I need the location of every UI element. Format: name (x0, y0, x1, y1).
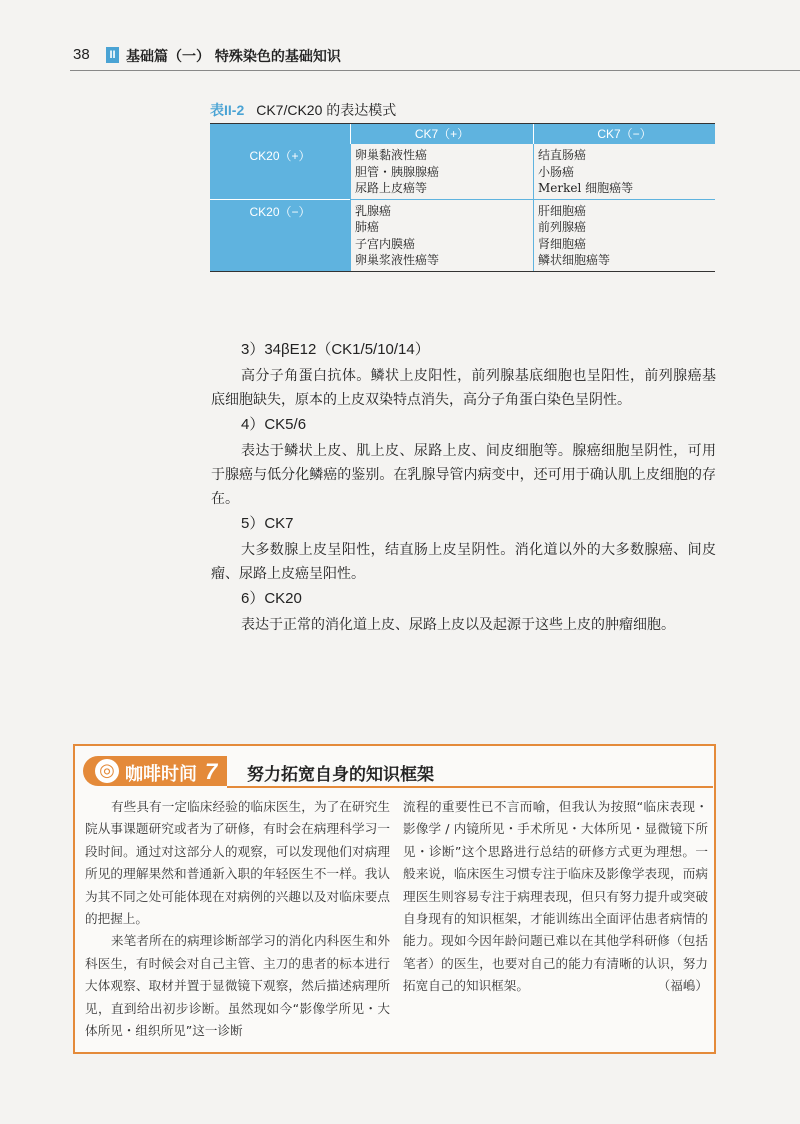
table-corner (210, 124, 351, 145)
col-header-ck7-pos: CK7（+） (351, 124, 534, 145)
coffee-column-left (85, 796, 390, 1042)
coffee-paragraph: 有些具有一定临床经验的临床医生，为了在研究生院从事课题研究或者为了研修，有时会在病理科学习一段时间。通过对这部分人的观察，可以发现他们对病理所见的理解果然和普通新入职的年轻医生不一样。我认为其不同之处可能体现在对病例的兴趣以及对临床要点的把握上。 (85, 799, 390, 927)
section-text-34be12: 高分子角蛋白抗体。鳞状上皮阳性，前列腺基底细胞也呈阳性，前列腺癌基底细胞缺失，原本的上皮双染特点消失，高分子角蛋白染色呈阴性。 (211, 368, 716, 408)
coffee-title: 努力拓宽自身的知识框架 (247, 765, 434, 785)
body-text (211, 340, 716, 640)
author-signature: （福嶋） (657, 978, 708, 994)
cell-line: 前列腺癌 (538, 220, 587, 234)
section-mark: II (106, 47, 119, 63)
cell-line: 肝细胞癌 (538, 203, 587, 218)
table-number: 表II-2 (210, 102, 245, 118)
coffee-swirl-icon: ◎ (95, 759, 119, 783)
running-title: 基础篇（一） 特殊染色的基础知识 (126, 49, 341, 65)
coffee-label: 咖啡时间 (125, 764, 197, 785)
col-header-ck7-neg: CK7（−） (534, 124, 716, 145)
section-text-ck20: 表达于正常的消化道上皮、尿路上皮以及起源于这些上皮的肿瘤细胞。 (241, 617, 675, 633)
cell-line: 肾细胞癌 (538, 236, 587, 251)
page-number: 38 (73, 46, 90, 63)
table-cell (351, 144, 534, 199)
cell-line: 子宫内膜癌 (355, 236, 416, 251)
coffee-paragraph: 来笔者所在的病理诊断部学习的消化内科医生和外科医生，有时候会对自己主管、主刀的患者的标本进行大体观察、取材并置于显微镜下观察，然后描述病理所见，直到给出初步诊断。虽然现如今“影像学所见・大体所见・组织所见”这一诊断 (85, 933, 390, 1039)
coffee-badge (83, 756, 227, 786)
table-cell (351, 199, 534, 271)
cell-line: 乳腺癌 (355, 203, 392, 218)
page-header (0, 40, 800, 70)
cell-line: 卵巢黏液性癌 (355, 148, 428, 162)
coffee-paragraph (403, 796, 708, 998)
cell-line: 小肠癌 (538, 164, 575, 179)
table-title: CK7/CK20 的表达模式 (256, 102, 397, 118)
cell-line: 鳞状细胞癌等 (538, 253, 611, 267)
coffee-time-box (73, 744, 716, 1054)
cell-line: 卵巢浆液性癌等 (355, 253, 440, 267)
section-heading-ck20: 6）CK20 (241, 590, 302, 607)
cell-line: Merkel 细胞癌等 (538, 181, 634, 195)
section-heading-34be12: 3）34βE12（CK1/5/10/14） (241, 341, 430, 358)
cell-line: 尿路上皮癌等 (355, 181, 428, 195)
section-text-ck56: 表达于鳞状上皮、肌上皮、尿路上皮、间皮细胞等。腺癌细胞呈阴性，可用于腺癌与低分化鳞癌的鉴别。在乳腺导管内病变中，还可用于确认肌上皮细胞的存在。 (211, 443, 716, 507)
header-divider (70, 70, 800, 71)
cell-line: 胆管・胰腺腺癌 (355, 164, 440, 179)
expression-table (210, 123, 715, 272)
coffee-paragraph-text: 流程的重要性已不言而喻，但我认为按照“临床表现・影像学 / 内镜所见・手术所见・大体所见・显微镜下所见・诊断”这个思路进行总结的研修方式更为理想。一般来说，临床医生习惯专注于临床及影像学表现，而病理医生则容易专注于病理表现，但只有努力提升或突破自身现有的知识框架，才能训练出全面评估患者病情的能力。现如今因年龄问题已难以在其他学科研修（包括笔者）的医生，也要对自己的能力有清晰的认识，努力拓宽自己的知识框架。 (403, 799, 708, 994)
row-header-ck20-neg: CK20（−） (210, 199, 351, 271)
table-row (210, 199, 715, 271)
cell-line: 肺癌 (355, 220, 380, 234)
table-cell (534, 199, 716, 271)
section-text-ck7: 大多数腺上皮呈阳性，结直肠上皮呈阴性。消化道以外的大多数腺癌、间皮瘤、尿路上皮癌呈阳性。 (211, 542, 716, 582)
cell-line: 结直肠癌 (538, 148, 587, 162)
section-heading-ck56: 4）CK5/6 (241, 416, 307, 433)
coffee-number: 7 (205, 759, 218, 784)
coffee-title-underline (227, 786, 713, 788)
coffee-column-right (403, 796, 708, 998)
coffee-header (75, 746, 714, 792)
table-row (210, 144, 715, 199)
row-header-ck20-pos: CK20（+） (210, 144, 351, 199)
section-heading-ck7: 5）CK7 (241, 515, 294, 532)
table-caption (210, 100, 396, 120)
table-cell (534, 144, 716, 199)
